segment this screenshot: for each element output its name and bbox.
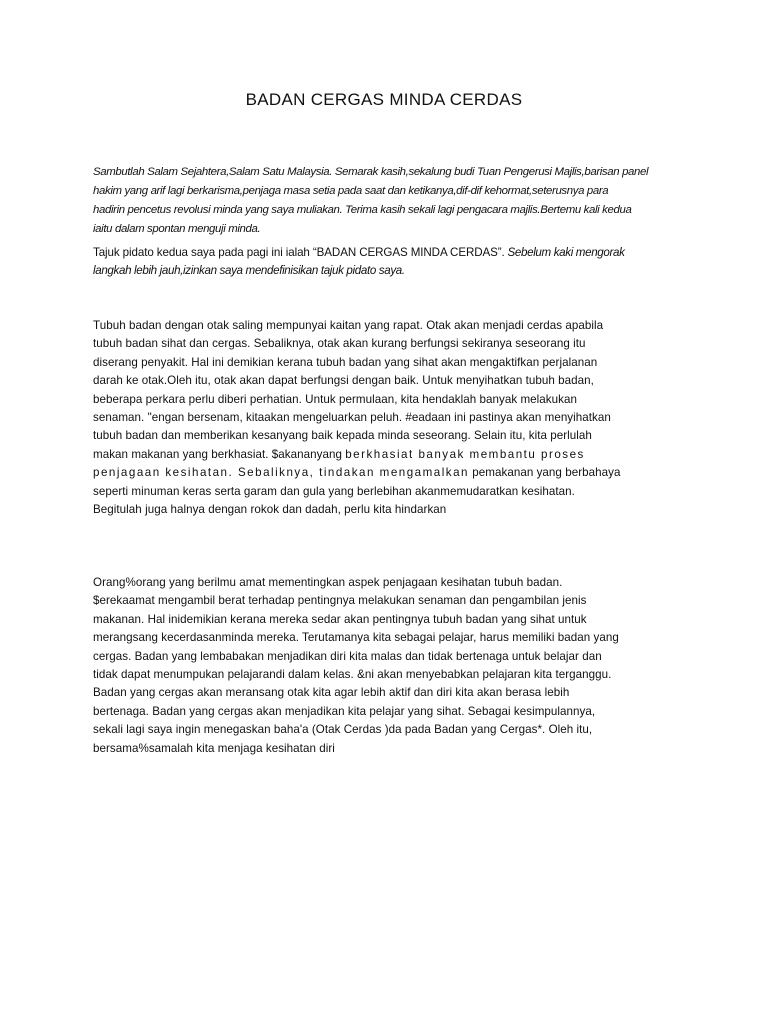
paragraph-line — [93, 464, 677, 482]
paragraph-line — [93, 446, 677, 464]
topic-line — [93, 244, 677, 262]
intro-line: iaitu dalam spontan menguji minda. — [93, 223, 261, 235]
document-title: BADAN CERGAS MINDA CERDAS — [245, 90, 523, 109]
body-paragraph-2 — [93, 574, 677, 758]
paragraph-line: merangsang kecerdasanminda mereka. Terutamanya kita sebagai pelajar, harus memiliki badan yang — [93, 631, 619, 645]
body-paragraph-1 — [93, 317, 677, 519]
intro-paragraph — [93, 163, 677, 239]
line-text-spaced: berkhasiat banyak membantu proses — [345, 447, 585, 461]
topic-line: langkah lebih jauh,izinkan saya mendefinisikan tajuk pidato saya. — [93, 264, 405, 277]
intro-line: Sambutlah Salam Sejahtera,Salam Satu Malaysia. Semarak kasih,sekalung budi Tuan Pengerusi Majlis,barisan panel — [93, 166, 649, 178]
paragraph-line: darah ke otak.Oleh itu, otak akan dapat berfungsi dengan baik. Untuk menyihatkan tubuh badan, — [93, 374, 594, 388]
paragraph-line: seperti minuman keras serta garam dan gula yang berlebihan akanmemudaratkan kesihatan. — [93, 484, 575, 498]
paragraph-line: Tubuh badan dengan otak saling mempunyai kaitan yang rapat. Otak akan menjadi cerdas apabila — [93, 319, 604, 332]
paragraph-line: Orang%orang yang berilmu amat mementingkan aspek penjagaan kesihatan tubuh badan. — [93, 576, 563, 589]
paragraph-line: bertenaga. Badan yang cergas akan menjadikan kita pelajar yang sihat. Sebagai kesimpulannya, — [93, 704, 596, 718]
paragraph-line: bersama%samalah kita menjaga kesihatan diri — [93, 741, 335, 755]
paragraph-line: Begitulah juga halnya dengan rokok dan dadah, perlu kita hindarkan — [93, 503, 447, 517]
line-text-spaced: penjagaan kesihatan. Sebaliknya, tindakan mengamalkan — [93, 466, 469, 480]
paragraph-line: tubuh badan dan memberikan kesanyang baik kepada minda seseorang. Selain itu, kita perlulah — [93, 429, 592, 443]
topic-paragraph — [93, 244, 677, 280]
paragraph-line: senaman. "engan bersenam, kitaakan mengeluarkan peluh. #eadaan ini pastinya akan menyihatkan — [93, 411, 611, 425]
paragraph-line: tidak dapat menumpukan pelajarandi dalam kelas. &ni akan menyebabkan pelajaran kita terganggu. — [93, 668, 612, 682]
paragraph-line: diserang penyakit. Hal ini demikian kerana tubuh badan yang sihat akan mengaktifkan perjalanan — [93, 355, 598, 369]
line-text: pemakanan yang berbahaya — [469, 466, 621, 480]
paragraph-line: cergas. Badan yang lembabakan menjadikan diri kita malas dan tidak bertenaga untuk belajar dan — [93, 649, 602, 663]
intro-line: hakim yang arif lagi berkarisma,penjaga masa setia pada saat dan ketikanya,dif-dif kehormat,seterusnya para — [93, 185, 609, 197]
paragraph-line: $erekaamat mengambil berat terhadap pentingnya melakukan senaman dan pengambilan jenis — [93, 594, 587, 608]
paragraph-line: beberapa perkara perlu diberi perhatian. Untuk permulaan, kita hendaklah banyak melakukan — [93, 392, 577, 406]
paragraph-line: Badan yang cergas akan meransang otak kita agar lebih aktif dan diri kita akan berasa lebih — [93, 686, 570, 700]
paragraph-line: tubuh badan sihat dan cergas. Sebaliknya, otak akan kurang berfungsi sekiranya seseorang itu — [93, 337, 586, 351]
topic-italic-text: Sebelum kaki mengorak — [504, 246, 625, 259]
intro-line: hadirin pencetus revolusi minda yang saya muliakan. Terima kasih sekali lagi pengacara majlis.Bertemu kali kedua — [93, 204, 632, 216]
topic-statement: Tajuk pidato kedua saya pada pagi ini ialah “BADAN CERGAS MINDA CERDAS”. — [93, 246, 505, 259]
paragraph-line: sekali lagi saya ingin menegaskan baha'a (Otak Cerdas )da pada Badan yang Cergas*. Oleh itu, — [93, 723, 593, 737]
line-text: makan makanan yang berkhasiat. $akananyang — [93, 447, 346, 461]
paragraph-line: makanan. Hal inidemikian kerana mereka sedar akan pentingnya tubuh badan yang sihat untuk — [93, 612, 587, 626]
